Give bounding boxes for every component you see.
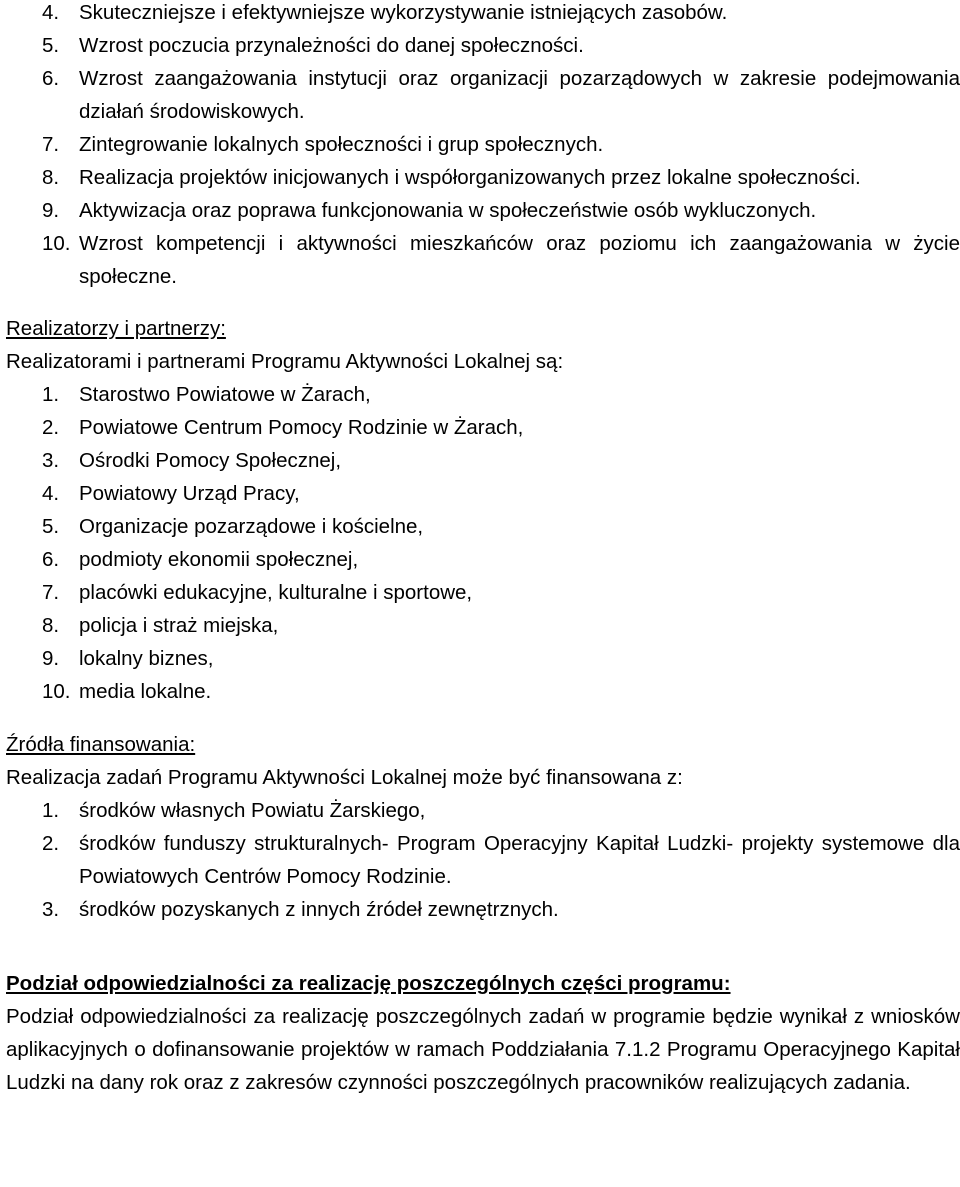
goals-list	[6, 0, 960, 293]
list-item: 2. środków funduszy strukturalnych- Program Operacyjny Kapitał Ludzki- projekty systemowe dla Powiatowych Centrów Pomocy Rodzinie.	[42, 832, 960, 888]
list-item: 3. Ośrodki Pomocy Społecznej,	[42, 449, 342, 472]
list-item: 8. Realizacja projektów inicjowanych i współorganizowanych przez lokalne społeczności.	[42, 166, 861, 189]
list-item: 6. podmioty ekonomii społecznej,	[42, 548, 359, 571]
funding-list	[6, 794, 960, 926]
list-item: 8. policja i straż miejska,	[42, 614, 279, 637]
list-item: 4. Powiatowy Urząd Pracy,	[42, 482, 300, 505]
list-item: 2. Powiatowe Centrum Pomocy Rodzinie w Żarach,	[42, 416, 524, 439]
list-item: 5. Organizacje pozarządowe i kościelne,	[42, 515, 424, 538]
list-item: 4. Skuteczniejsze i efektywniejsze wykorzystywanie istniejących zasobów.	[42, 1, 728, 24]
partners-intro: Realizatorami i partnerami Programu Aktywności Lokalnej są:	[6, 350, 564, 373]
funding-heading: Źródła finansowania:	[6, 733, 196, 756]
list-item: 10. Wzrost kompetencji i aktywności mieszkańców oraz poziomu ich zaangażowania w życie społeczne.	[42, 232, 960, 288]
list-item: 7. placówki edukacyjne, kulturalne i sportowe,	[42, 581, 473, 604]
list-item: 5. Wzrost poczucia przynależności do danej społeczności.	[42, 34, 584, 57]
list-item: 6. Wzrost zaangażowania instytucji oraz organizacji pozarządowych w zakresie podejmowania działań środowiskowych.	[42, 67, 960, 123]
list-item: 9. Aktywizacja oraz poprawa funkcjonowania w społeczeństwie osób wykluczonych.	[42, 199, 817, 222]
list-item: 1. Starostwo Powiatowe w Żarach,	[42, 383, 371, 406]
responsibility-body: Podział odpowiedzialności za realizację poszczególnych zadań w programie będzie wynikał z wniosków aplikacyjnych o dofinansowanie projektów w ramach Poddziałania 7.1.2 Programu Operacyjnego Kapitał Ludzki na dany rok oraz z zakresów czynności poszczególnych pracowników realizujących zadania.	[6, 1005, 960, 1094]
funding-intro: Realizacja zadań Programu Aktywności Lokalnej może być finansowana z:	[6, 766, 683, 789]
list-item: 3. środków pozyskanych z innych źródeł zewnętrznych.	[42, 898, 559, 921]
partners-heading: Realizatorzy i partnerzy:	[6, 317, 226, 340]
list-item: 7. Zintegrowanie lokalnych społeczności i grup społecznych.	[42, 133, 604, 156]
list-item: 10. media lokalne.	[42, 680, 212, 703]
list-item: 1. środków własnych Powiatu Żarskiego,	[42, 799, 426, 822]
partners-list	[6, 378, 960, 708]
list-item: 9. lokalny biznes,	[42, 647, 214, 670]
responsibility-heading: Podział odpowiedzialności za realizację poszczególnych części programu:	[6, 972, 731, 995]
document-page	[6, 0, 960, 1099]
